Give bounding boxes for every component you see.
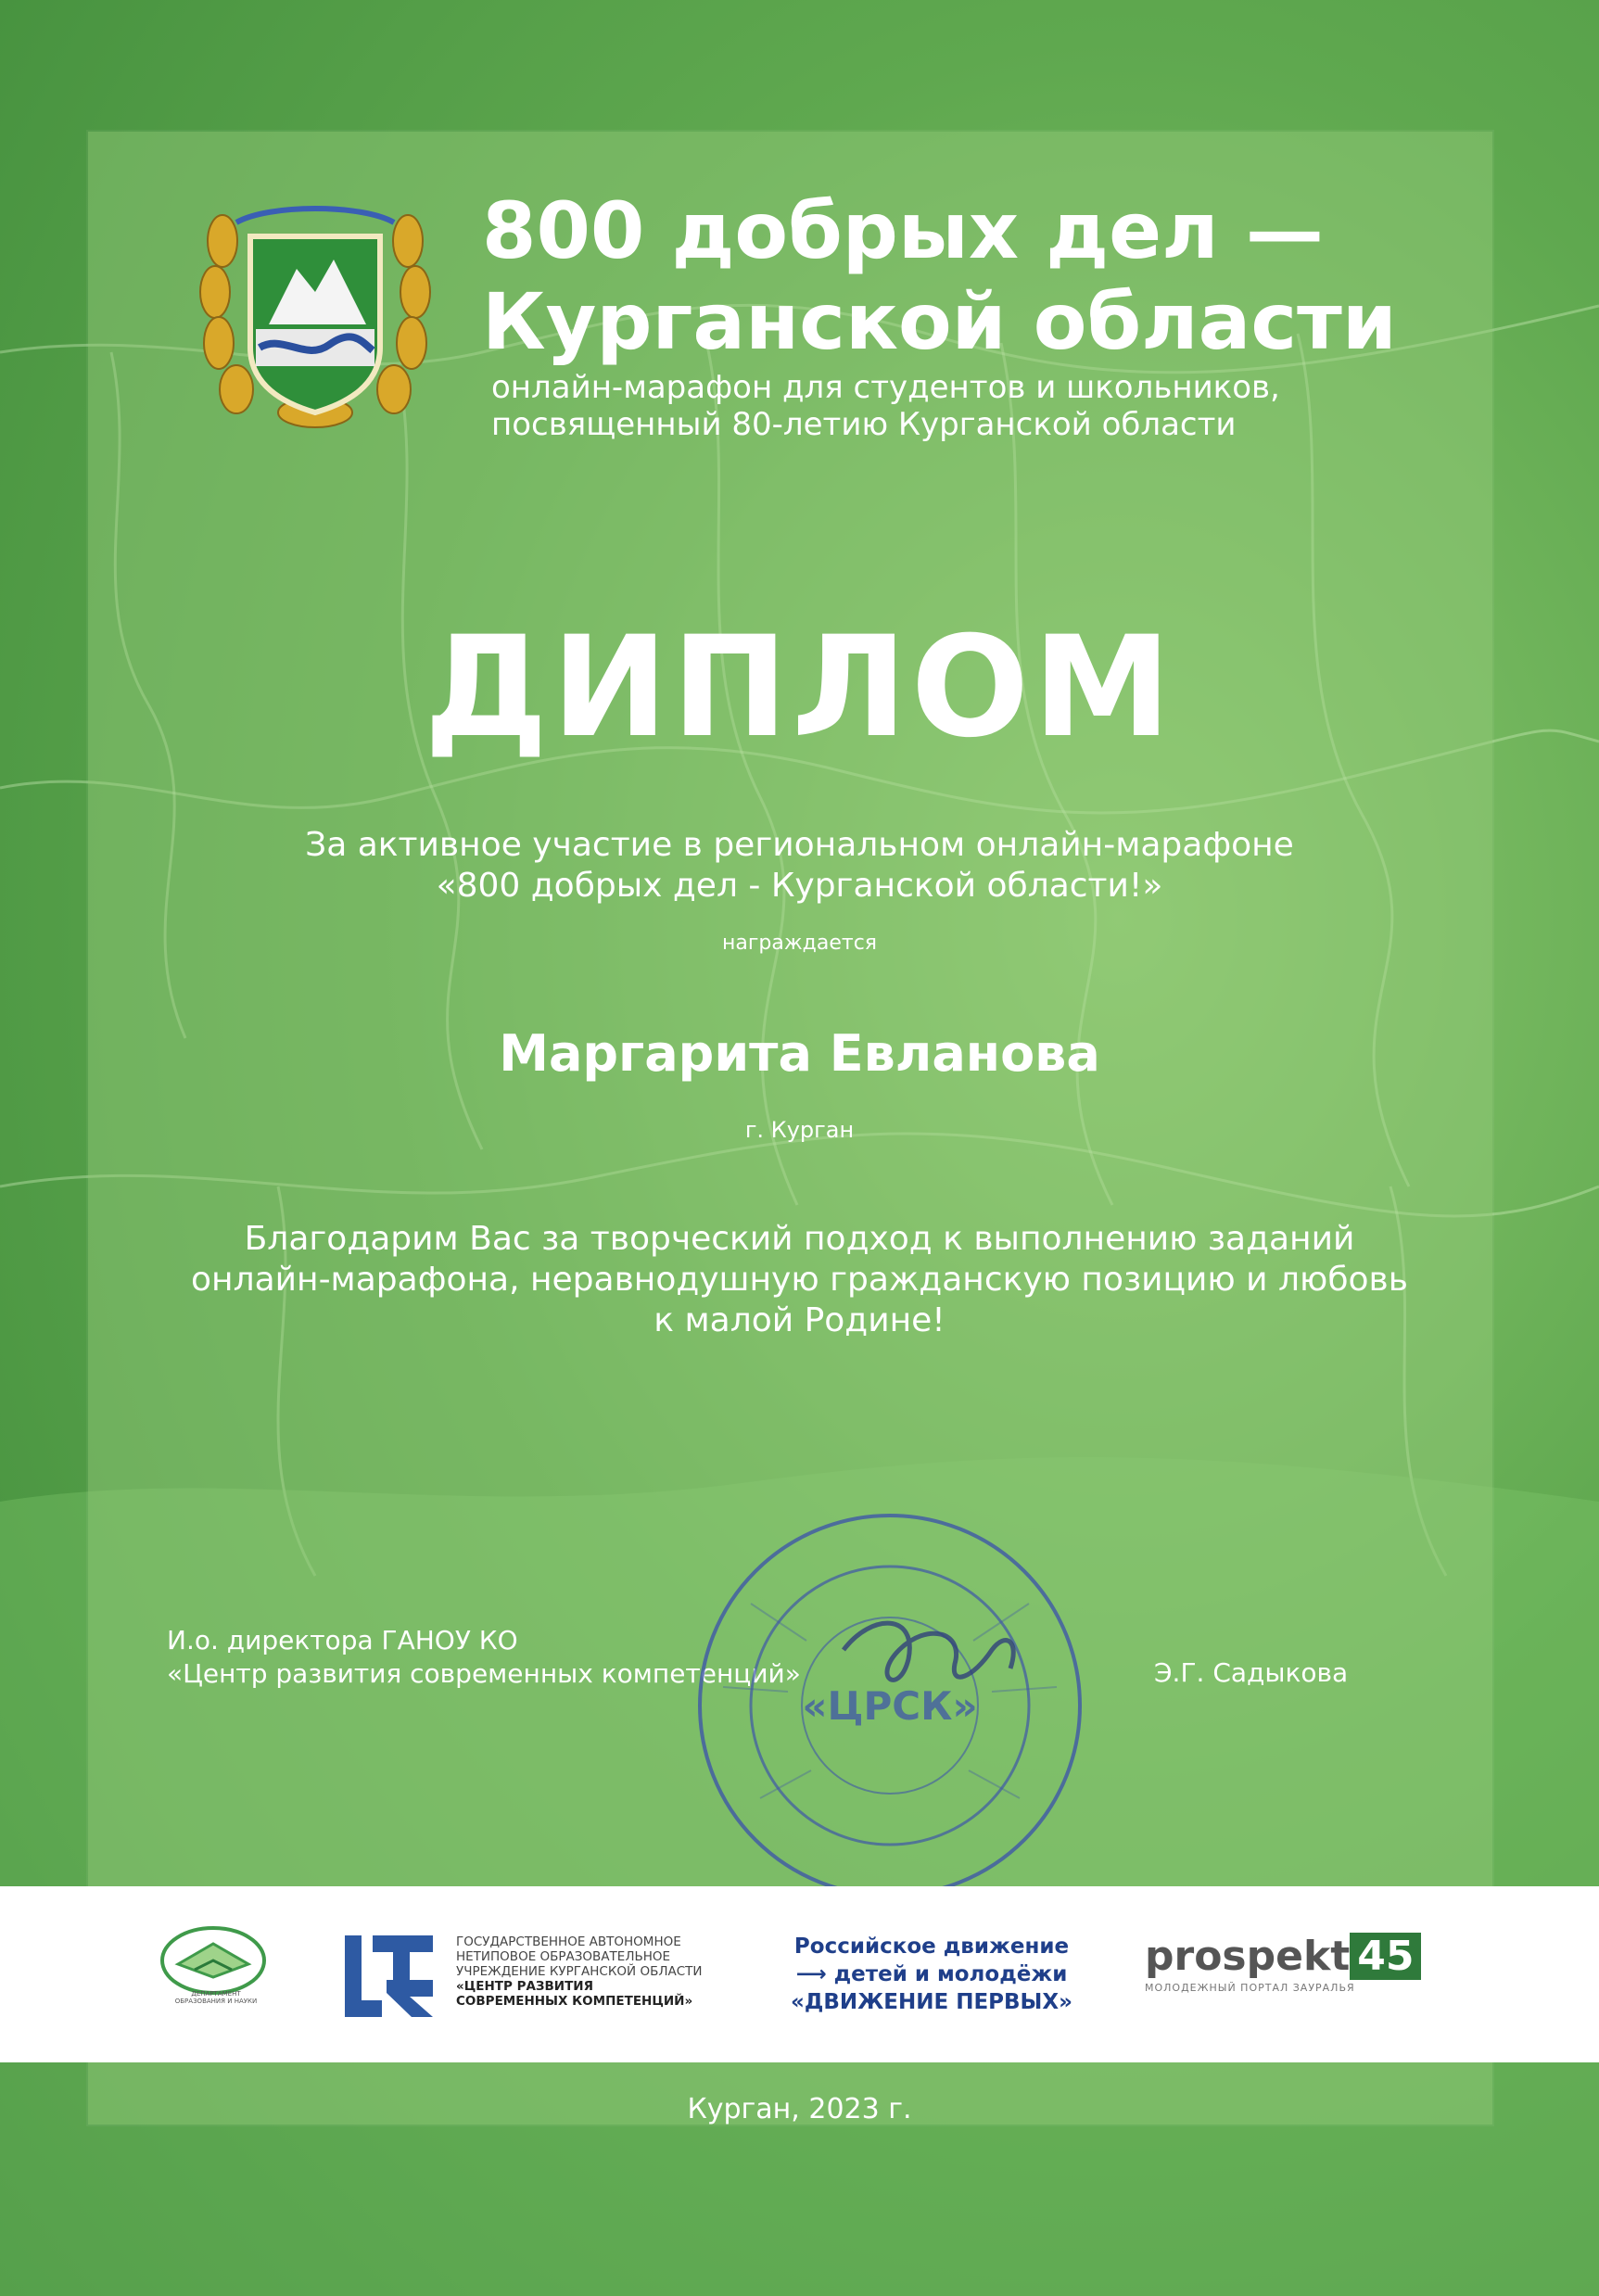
signer-position-line-2: «Центр развития современных компетенций» [167,1658,801,1689]
crsk-line-4: «ЦЕНТР РАЗВИТИЯ [456,1979,593,1994]
crsk-line-5: СОВРЕМЕННЫХ КОМПЕТЕНЦИЙ» [456,1994,693,2009]
dept-education-logo [158,1923,278,2030]
crsk-logo-icon [345,1935,433,2017]
dept-education-caption: ДЕПАРТАМЕНТ ОБРАЗОВАНИЯ И НАУКИ [174,1990,258,2005]
dept-education-icon [158,1923,269,1998]
crsk-line-2: НЕТИПОВОЕ ОБРАЗОВАТЕЛЬНОЕ [456,1949,671,1964]
thanks-line-1: Благодарим Вас за творческий подход к выполнению заданий [244,1220,1355,1258]
subtitle-line-2: посвященный 80-летию Курганской области [491,406,1237,443]
title-line-1: 800 добрых дел — [482,185,1324,276]
recipient-city: г. Курган [744,1117,855,1143]
movement-first-logo [765,1933,1098,2016]
thanks-line-3: к малой Родине! [654,1301,945,1339]
crsk-line-1: ГОСУДАРСТВЕННОЕ АВТОНОМНОЕ [456,1934,681,1949]
award-reason [0,825,1599,907]
signer-name: Э.Г. Садыкова [1154,1657,1349,1688]
prospekt-word: prospekt [1145,1933,1351,1980]
marathon-subtitle [491,369,1465,443]
official-stamp [686,1502,1094,1909]
place-and-date: Курган, 2023 г. [687,2093,912,2125]
prospekt45-logo [1145,1933,1423,1994]
movement-line-3: «ДВИЖЕНИЕ ПЕРВЫХ» [791,1990,1072,2014]
crsk-line-3: УЧРЕЖДЕНИЕ КУРГАНСКОЙ ОБЛАСТИ [456,1964,703,1979]
prospekt-number: 45 [1350,1933,1421,1980]
awarded-label: награждается [721,932,878,955]
title-line-2: Курганской области [482,276,1397,367]
recipient-name: Маргарита Евланова [499,1024,1100,1083]
coat-of-arms-icon [195,185,436,436]
crsk-logo-text [456,1934,734,2009]
prospekt-caption: МОЛОДЕЖНЫЙ ПОРТАЛ ЗАУРАЛЬЯ [1145,1982,1355,1994]
diploma-heading: ДИПЛОМ [424,607,1175,768]
movement-line-1: Российское движение [793,1934,1070,1959]
signer-position-line-1: И.о. директора ГАНОУ КО [167,1625,518,1655]
arrow-right-icon: ⟶ [795,1962,834,1986]
movement-line-2-wrap [765,1960,1098,1988]
movement-line-2: детей и молодёжи [833,1962,1068,1986]
thanks-text [0,1219,1599,1341]
marathon-title [482,185,1483,367]
subtitle-line-1: онлайн-марафон для студентов и школьников, [491,369,1280,406]
award-line-1: За активное участие в региональном онлайн-марафоне [305,826,1294,864]
award-line-2: «800 добрых дел - Курганской области!» [436,867,1163,905]
stamp-center-text: «ЦРСК» [802,1683,978,1729]
partner-logos-strip [0,1886,1599,2062]
thanks-line-2: онлайн-марафона, неравнодушную гражданскую позицию и любовь [191,1261,1408,1299]
